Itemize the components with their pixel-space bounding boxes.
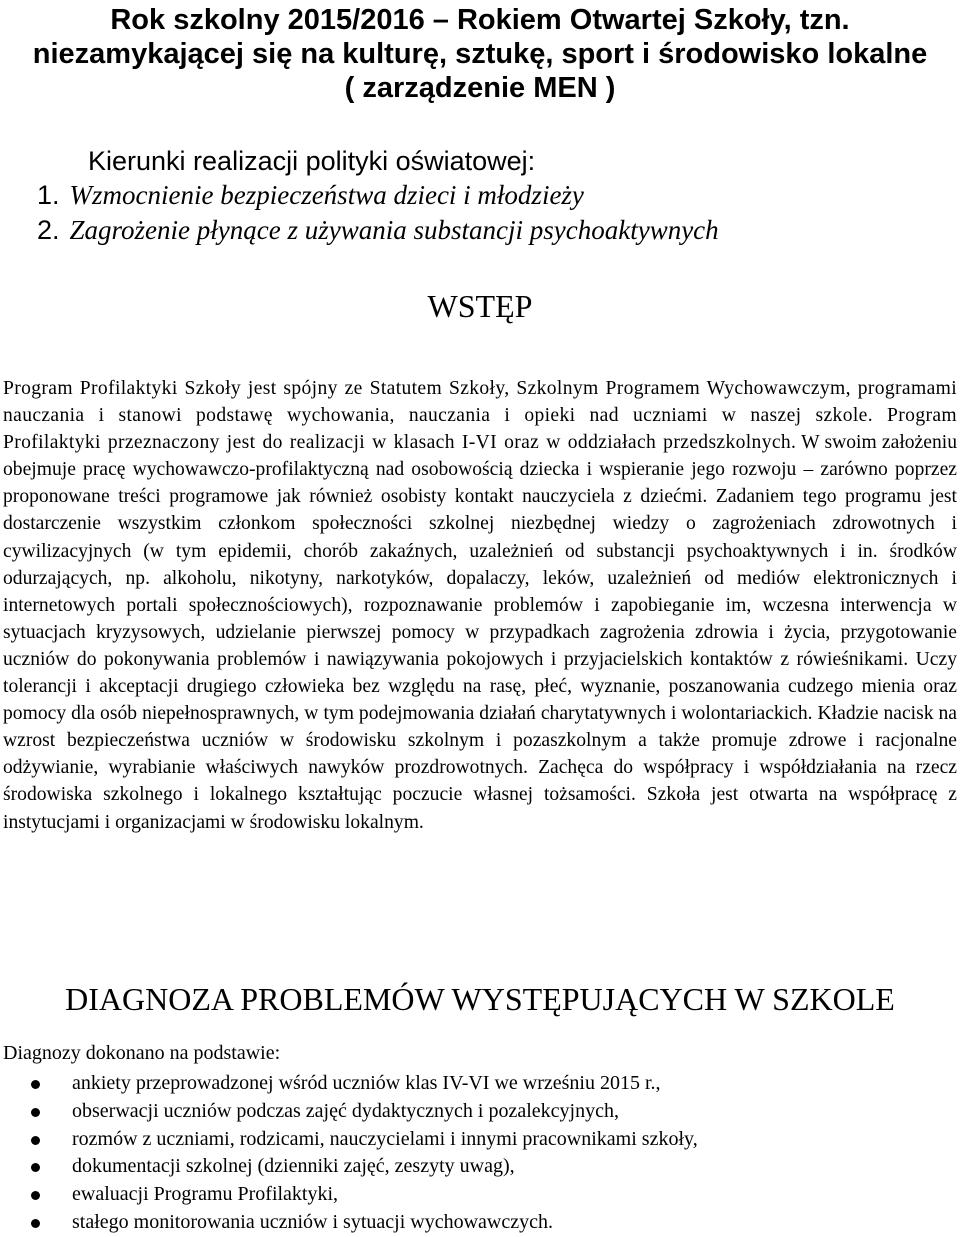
bullet-icon (31, 1080, 40, 1089)
document-title-line-3: ( zarządzenie MEN ) (344, 72, 616, 104)
list-item (0, 1209, 698, 1237)
list-item-text: dokumentacji szkolnej (dzienniki zajęć, zeszyty uwag), (72, 1155, 515, 1178)
list-item-text: stałego monitorowania uczniów i sytuacji wychowawczych. (72, 1210, 553, 1233)
list-item-text: obserwacji uczniów podczas zajęć dydaktycznych i pozalekcyjnych, (72, 1099, 619, 1122)
bullet-icon (31, 1219, 40, 1228)
bullet-icon (31, 1136, 40, 1145)
list-item (0, 1126, 698, 1154)
bullet-icon (31, 1108, 40, 1117)
diagnosis-list (0, 1070, 698, 1237)
policy-item-text: Zagrożenie płynące z używania substancji psychoaktywnych (69, 215, 719, 245)
section-heading-diagnosis: DIAGNOZA PROBLEMÓW WYSTĘPUJĄCYCH W SZKOLE (65, 981, 895, 1017)
document-title-line-1: Rok szkolny 2015/2016 – Rokiem Otwartej Szkoły, tzn. (110, 4, 850, 36)
policy-item-1 (37, 180, 584, 210)
list-item (0, 1098, 698, 1126)
diagnosis-lead: Diagnozy dokonano na podstawie: (3, 1042, 281, 1064)
policy-item-number: 1. (37, 180, 60, 210)
policy-item-2 (37, 215, 719, 245)
section-heading-intro: WSTĘP (427, 288, 533, 324)
policy-item-number: 2. (37, 215, 60, 245)
intro-body: W swoim założeniu obejmuje pracę wychowawczo-profilaktyczną nad osobowością dziecka i wspieranie jego rozwoju – zarówno poprzez proponowane treści programowe jak również osobisty kontakt nauczyciela z dziećmi. Zadaniem tego programu jest dostarczenie wszystkim członkom społeczności szkolnej niezbędnej wiedzy o zagrożeniach zdrowotnych i cywilizacyjnych (w tym epidemii, chorób zakaźnych, uzależnień od substancji psychoaktywnych i in. środków odurzających, np. alkoholu, nikotyny, narkotyków, dopalaczy, leków, uzależnień od mediów elektronicznych i internetowych portali społecznościowych), rozpoznawanie problemów i zapobieganie im, wczesna interwencja w sytuacjach kryzysowych, udzielanie pierwszej pomocy w przypadkach zagrożenia zdrowia i życia, przygotowanie uczniów do pokonywania problemów i nawiązywania pokojowych i przyjacielskich kontaktów z rówieśnikami. Uczy tolerancji i akceptacji drugiego człowieka bez względu na rasę, płeć, wyznanie, poszanowania cudzego mienia oraz pomocy dla osób niepełnosprawnych, w tym podejmowania działań charytatywnych i wolontariackich. Kładzie nacisk na wzrost bezpieczeństwa uczniów w środowisku szkolnym i pozaszkolnym a także promuje zdrowe i racjonalne odżywianie, wyrabianie właściwych nawyków prozdrowotnych. Zachęca do współpracy i współdziałania na rzecz środowiska szkolnego i lokalnego kształtując poczucie własnej tożsamości. Szkoła jest otwarta na współpracę z instytucjami i organizacjami w środowisku lokalnym. (3, 432, 957, 833)
policy-heading: Kierunki realizacji polityki oświatowej: (88, 146, 536, 176)
list-item (0, 1070, 698, 1098)
bullet-icon (31, 1191, 40, 1200)
list-item-text: ankiety przeprowadzonej wśród uczniów klas IV-VI we wrześniu 2015 r., (72, 1072, 661, 1094)
bullet-icon (31, 1163, 40, 1172)
list-item-text: ewaluacji Programu Profilaktyki, (72, 1183, 339, 1206)
intro-paragraph (3, 375, 957, 836)
document-title-line-2: niezamykającej się na kulturę, sztukę, sport i środowisko lokalne (32, 38, 928, 70)
list-item (0, 1153, 698, 1181)
list-item (0, 1181, 698, 1209)
list-item-text: rozmów z uczniami, rodzicami, nauczycielami i innymi pracownikami szkoły, (72, 1127, 698, 1150)
intro-sentence-1: Program Profilaktyki Szkoły jest spójny ze Statutem Szkoły, Szkolnym Programem Wychowawczym, programami nauczania i stanowi podstawę wychowania, nauczania i opieki nad uczniami w naszej szkole. Program Profilaktyki przeznaczony jest do realizacji w klasach I-VI oraz w oddziałach przedszkolnych. (3, 378, 957, 454)
policy-item-text: Wzmocnienie bezpieczeństwa dzieci i młodzieży (69, 180, 584, 210)
